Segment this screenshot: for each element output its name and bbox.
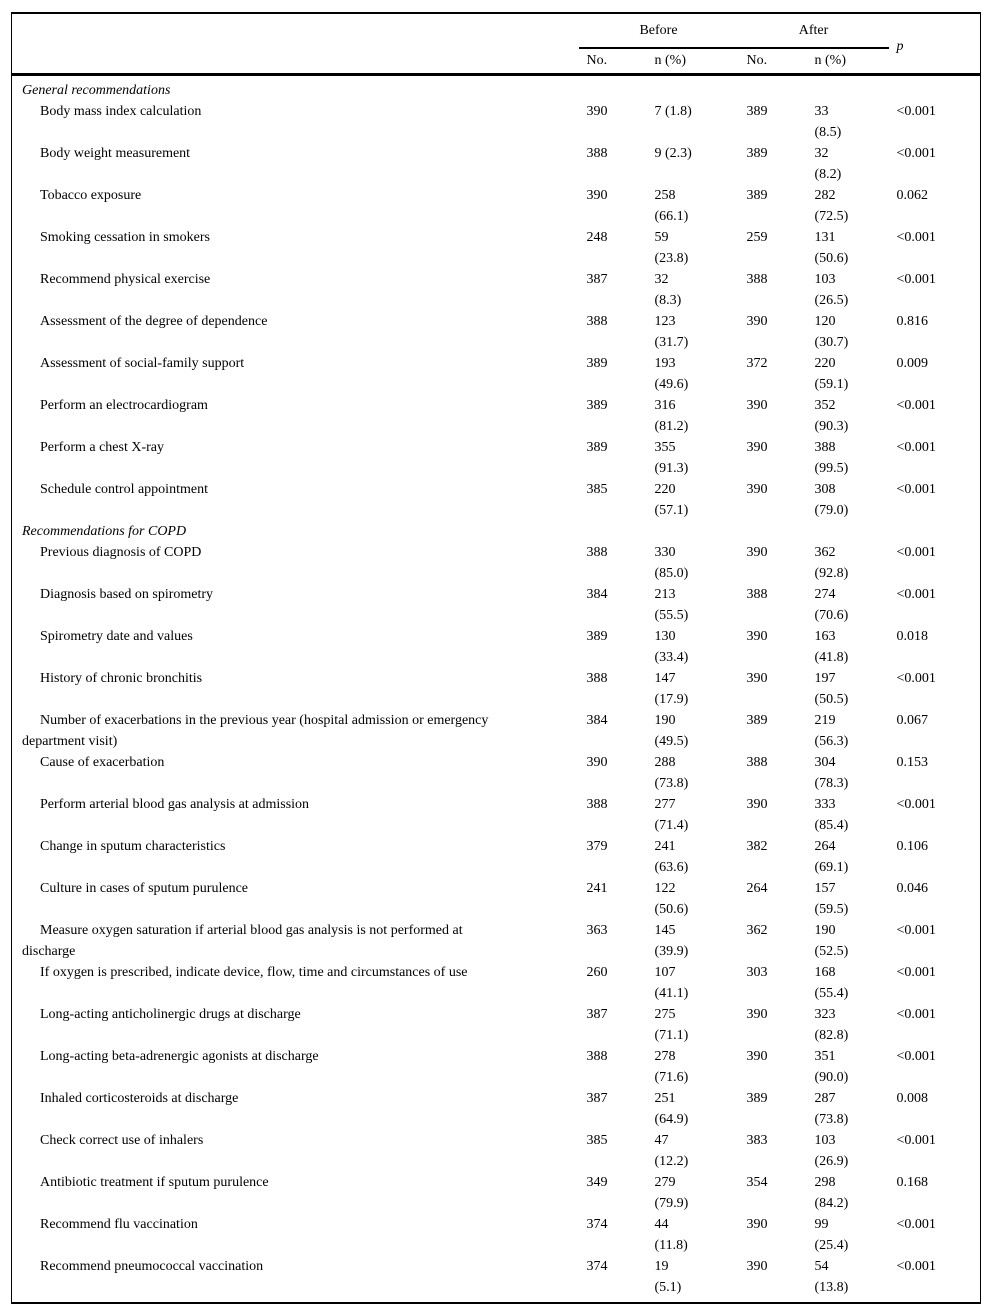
p-value-cell: <0.001	[896, 1258, 936, 1274]
before-no-cell: 385	[586, 1132, 608, 1148]
before-n-cell: 193 (49.6)	[654, 355, 689, 392]
after-n-cell: 103 (26.5)	[814, 271, 849, 308]
before-no-cell: 248	[586, 229, 608, 245]
row-label: Culture in cases of sputum purulence	[40, 880, 249, 896]
after-no-cell: 390	[746, 1216, 768, 1232]
table-row	[12, 101, 981, 143]
row-label: Recommend physical exercise	[40, 271, 211, 287]
before-no-cell: 389	[586, 397, 608, 413]
after-n-cell: 157 (59.5)	[814, 880, 849, 917]
table-row	[12, 185, 981, 227]
before-n-cell: 147 (17.9)	[654, 670, 689, 707]
p-value-cell: <0.001	[896, 481, 936, 497]
before-no-cell: 384	[586, 712, 608, 728]
p-value-cell: <0.001	[896, 796, 936, 812]
table-row	[12, 1088, 981, 1130]
row-label: Spirometry date and values	[40, 628, 193, 644]
after-n-cell: 197 (50.5)	[814, 670, 849, 707]
p-value-cell: <0.001	[896, 1048, 936, 1064]
table-row	[12, 1172, 981, 1214]
row-label: Long-acting anticholinergic drugs at discharge	[40, 1006, 301, 1022]
table-row	[12, 752, 981, 794]
after-n-cell: 54 (13.8)	[814, 1258, 849, 1295]
after-no-cell: 389	[746, 187, 768, 203]
after-no-cell: 388	[746, 271, 768, 287]
before-n-cell: 355 (91.3)	[654, 439, 689, 476]
row-label: Schedule control appointment	[40, 481, 208, 497]
after-n-cell: 120 (30.7)	[814, 313, 849, 350]
row-label: Antibiotic treatment if sputum purulence	[40, 1174, 269, 1190]
table-row	[12, 1256, 981, 1303]
before-n-cell: 123 (31.7)	[654, 313, 689, 350]
p-value-cell: 0.816	[896, 313, 929, 329]
section-label: Recommendations for COPD	[22, 523, 187, 539]
p-value-cell: <0.001	[896, 964, 936, 980]
before-no-cell: 388	[586, 796, 608, 812]
row-label: Perform a chest X-ray	[40, 439, 165, 455]
row-label: Smoking cessation in smokers	[40, 229, 210, 245]
before-no-cell: 385	[586, 481, 608, 497]
before-n-cell: 7 (1.8)	[654, 103, 692, 119]
before-no-cell: 363	[586, 922, 608, 938]
table-row	[12, 1130, 981, 1172]
after-n-cell: 287 (73.8)	[814, 1090, 849, 1127]
table-row	[12, 584, 981, 626]
row-label: If oxygen is prescribed, indicate device, flow, time and circumstances of use	[40, 964, 468, 980]
before-n-cell: 241 (63.6)	[654, 838, 689, 875]
before-n-cell: 251 (64.9)	[654, 1090, 689, 1127]
table-row	[12, 1004, 981, 1046]
before-no-cell: 389	[586, 355, 608, 371]
p-value-cell: 0.062	[896, 187, 929, 203]
table-row	[12, 542, 981, 584]
before-no-cell: 390	[586, 187, 608, 203]
after-no-cell: 264	[746, 880, 768, 896]
p-value-cell: <0.001	[896, 1132, 936, 1148]
p-value-cell: 0.067	[896, 712, 929, 728]
table-row	[12, 1046, 981, 1088]
before-n-cell: 145 (39.9)	[654, 922, 689, 959]
before-no-cell: 388	[586, 670, 608, 686]
after-n-cell: 131 (50.6)	[814, 229, 849, 266]
header-after-no: No.	[739, 48, 807, 74]
after-no-cell: 383	[746, 1132, 768, 1148]
p-value-cell: <0.001	[896, 1006, 936, 1022]
p-value-cell: <0.001	[896, 544, 936, 560]
p-value-cell: 0.153	[896, 754, 929, 770]
after-no-cell: 354	[746, 1174, 768, 1190]
header-group-row	[12, 13, 981, 48]
after-no-cell: 390	[746, 439, 768, 455]
after-n-cell: 352 (90.3)	[814, 397, 849, 434]
after-n-cell: 32 (8.2)	[814, 145, 842, 182]
before-n-cell: 9 (2.3)	[654, 145, 692, 161]
before-no-cell: 349	[586, 1174, 608, 1190]
p-value-cell: <0.001	[896, 103, 936, 119]
row-label: Change in sputum characteristics	[40, 838, 226, 854]
before-n-cell: 220 (57.1)	[654, 481, 689, 518]
before-n-cell: 316 (81.2)	[654, 397, 689, 434]
before-n-cell: 130 (33.4)	[654, 628, 689, 665]
header-before: Before	[579, 13, 739, 48]
after-n-cell: 168 (55.4)	[814, 964, 849, 1001]
before-no-cell: 387	[586, 1090, 608, 1106]
after-no-cell: 388	[746, 586, 768, 602]
after-no-cell: 259	[746, 229, 768, 245]
before-n-cell: 59 (23.8)	[654, 229, 689, 266]
before-n-cell: 278 (71.6)	[654, 1048, 689, 1085]
after-no-cell: 362	[746, 922, 768, 938]
row-label: Assessment of the degree of dependence	[40, 313, 268, 329]
after-no-cell: 390	[746, 1006, 768, 1022]
before-no-cell: 389	[586, 628, 608, 644]
p-value-cell: <0.001	[896, 397, 936, 413]
after-n-cell: 323 (82.8)	[814, 1006, 849, 1043]
after-no-cell: 382	[746, 838, 768, 854]
before-n-cell: 275 (71.1)	[654, 1006, 689, 1043]
header-p: p	[889, 13, 981, 74]
after-no-cell: 390	[746, 544, 768, 560]
after-no-cell: 389	[746, 145, 768, 161]
after-n-cell: 219 (56.3)	[814, 712, 849, 749]
after-no-cell: 388	[746, 754, 768, 770]
after-n-cell: 362 (92.8)	[814, 544, 849, 581]
after-no-cell: 390	[746, 1258, 768, 1274]
after-n-cell: 220 (59.1)	[814, 355, 849, 392]
table-row	[12, 311, 981, 353]
table-row	[12, 479, 981, 521]
before-no-cell: 260	[586, 964, 608, 980]
p-value-cell: 0.008	[896, 1090, 929, 1106]
after-no-cell: 389	[746, 103, 768, 119]
after-no-cell: 389	[746, 1090, 768, 1106]
table-row	[12, 143, 981, 185]
after-n-cell: 282 (72.5)	[814, 187, 849, 224]
header-label-spacer	[12, 13, 579, 74]
row-label: Number of exacerbations in the previous year (hospital admission or emergency department visit)	[22, 712, 489, 749]
before-n-cell: 107 (41.1)	[654, 964, 689, 1001]
after-n-cell: 99 (25.4)	[814, 1216, 849, 1253]
before-no-cell: 390	[586, 103, 608, 119]
before-no-cell: 374	[586, 1216, 608, 1232]
after-no-cell: 390	[746, 313, 768, 329]
after-n-cell: 190 (52.5)	[814, 922, 849, 959]
after-n-cell: 333 (85.4)	[814, 796, 849, 833]
table-header	[12, 13, 981, 74]
before-n-cell: 277 (71.4)	[654, 796, 689, 833]
p-value-cell: 0.009	[896, 355, 929, 371]
after-n-cell: 351 (90.0)	[814, 1048, 849, 1085]
table-row	[12, 1214, 981, 1256]
table-row	[12, 437, 981, 479]
table-row	[12, 962, 981, 1004]
p-value-cell: 0.106	[896, 838, 929, 854]
row-label: Recommend pneumococcal vaccination	[40, 1258, 264, 1274]
after-no-cell: 372	[746, 355, 768, 371]
before-no-cell: 387	[586, 1006, 608, 1022]
header-before-no: No.	[579, 48, 647, 74]
before-no-cell: 379	[586, 838, 608, 854]
table-row	[12, 626, 981, 668]
header-after-npct: n (%)	[807, 48, 889, 74]
header-before-npct: n (%)	[647, 48, 739, 74]
section-row	[12, 74, 981, 101]
after-no-cell: 390	[746, 670, 768, 686]
before-n-cell: 288 (73.8)	[654, 754, 689, 791]
row-label: Body mass index calculation	[40, 103, 202, 119]
row-label: Previous diagnosis of COPD	[40, 544, 202, 560]
after-n-cell: 264 (69.1)	[814, 838, 849, 875]
header-after: After	[739, 13, 889, 48]
before-n-cell: 32 (8.3)	[654, 271, 682, 308]
before-no-cell: 390	[586, 754, 608, 770]
p-value-cell: <0.001	[896, 439, 936, 455]
before-no-cell: 389	[586, 439, 608, 455]
row-label: Check correct use of inhalers	[40, 1132, 204, 1148]
p-value-cell: 0.018	[896, 628, 929, 644]
table-row	[12, 794, 981, 836]
before-n-cell: 19 (5.1)	[654, 1258, 682, 1295]
p-value-cell: <0.001	[896, 586, 936, 602]
after-no-cell: 390	[746, 397, 768, 413]
recommendations-table	[11, 12, 981, 1304]
p-value-cell: <0.001	[896, 229, 936, 245]
p-value-cell: <0.001	[896, 271, 936, 287]
table-row	[12, 710, 981, 752]
table-row	[12, 836, 981, 878]
p-value-cell: <0.001	[896, 145, 936, 161]
p-value-cell: <0.001	[896, 922, 936, 938]
row-label: Tobacco exposure	[40, 187, 142, 203]
row-label: Assessment of social-family support	[40, 355, 245, 371]
section-row	[12, 521, 981, 542]
before-no-cell: 388	[586, 313, 608, 329]
before-no-cell: 388	[586, 1048, 608, 1064]
row-label: Inhaled corticosteroids at discharge	[40, 1090, 239, 1106]
after-no-cell: 389	[746, 712, 768, 728]
row-label: Body weight measurement	[40, 145, 191, 161]
table-row	[12, 878, 981, 920]
row-label: Cause of exacerbation	[40, 754, 165, 770]
after-no-cell: 390	[746, 1048, 768, 1064]
table-body	[12, 74, 981, 1303]
after-n-cell: 388 (99.5)	[814, 439, 849, 476]
before-n-cell: 258 (66.1)	[654, 187, 689, 224]
table-row	[12, 269, 981, 311]
after-no-cell: 303	[746, 964, 768, 980]
p-value-cell: 0.046	[896, 880, 929, 896]
after-n-cell: 298 (84.2)	[814, 1174, 849, 1211]
before-n-cell: 47 (12.2)	[654, 1132, 689, 1169]
after-n-cell: 274 (70.6)	[814, 586, 849, 623]
table-row	[12, 353, 981, 395]
before-no-cell: 388	[586, 145, 608, 161]
after-n-cell: 103 (26.9)	[814, 1132, 849, 1169]
before-no-cell: 374	[586, 1258, 608, 1274]
p-value-cell: <0.001	[896, 1216, 936, 1232]
table-row	[12, 668, 981, 710]
after-n-cell: 163 (41.8)	[814, 628, 849, 665]
before-no-cell: 241	[586, 880, 608, 896]
p-value-cell: 0.168	[896, 1174, 929, 1190]
after-n-cell: 308 (79.0)	[814, 481, 849, 518]
p-value-cell: <0.001	[896, 670, 936, 686]
row-label: History of chronic bronchitis	[40, 670, 203, 686]
after-no-cell: 390	[746, 628, 768, 644]
after-no-cell: 390	[746, 481, 768, 497]
before-no-cell: 384	[586, 586, 608, 602]
before-no-cell: 387	[586, 271, 608, 287]
after-n-cell: 304 (78.3)	[814, 754, 849, 791]
row-label: Diagnosis based on spirometry	[40, 586, 214, 602]
before-no-cell: 388	[586, 544, 608, 560]
row-label: Measure oxygen saturation if arterial blood gas analysis is not performed at discharge	[22, 922, 463, 959]
before-n-cell: 122 (50.6)	[654, 880, 689, 917]
after-n-cell: 33 (8.5)	[814, 103, 842, 140]
row-label: Perform arterial blood gas analysis at admission	[40, 796, 310, 812]
row-label: Long-acting beta-adrenergic agonists at discharge	[40, 1048, 319, 1064]
row-label: Perform an electrocardiogram	[40, 397, 208, 413]
table-row	[12, 227, 981, 269]
after-no-cell: 390	[746, 796, 768, 812]
before-n-cell: 330 (85.0)	[654, 544, 689, 581]
before-n-cell: 190 (49.5)	[654, 712, 689, 749]
before-n-cell: 44 (11.8)	[654, 1216, 688, 1253]
row-label: Recommend flu vaccination	[40, 1216, 198, 1232]
table-row	[12, 395, 981, 437]
section-label: General recommendations	[22, 82, 171, 98]
before-n-cell: 213 (55.5)	[654, 586, 689, 623]
before-n-cell: 279 (79.9)	[654, 1174, 689, 1211]
table-row	[12, 920, 981, 962]
